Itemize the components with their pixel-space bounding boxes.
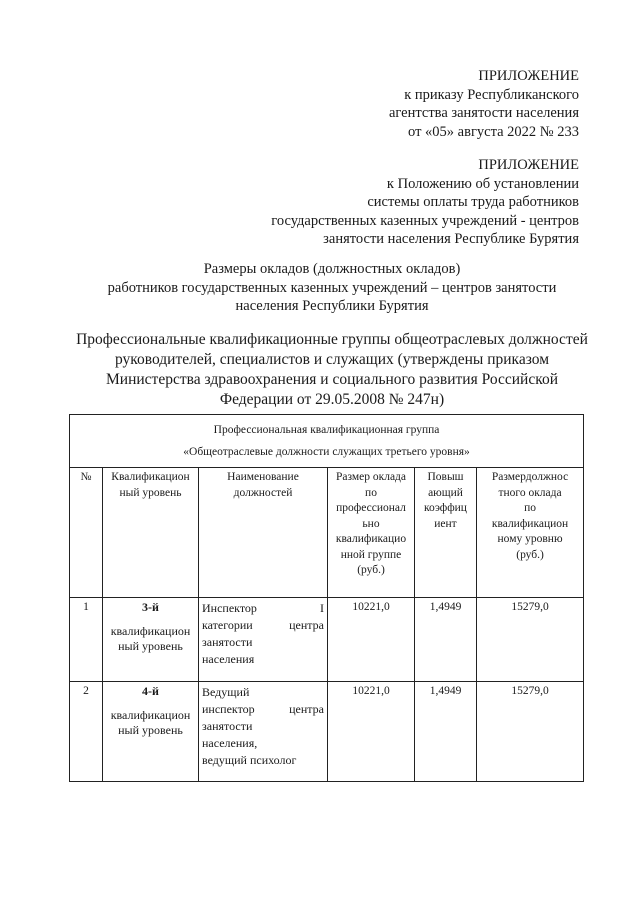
appendix-line: к приказу Республиканского [404, 86, 579, 103]
row-salary: 10221,0 [328, 598, 415, 682]
heading-line: Профессиональные квалификационные группы общеотраслевых должностей [76, 331, 588, 348]
group-name: «Общеотраслевые должности служащих третьего уровня» [183, 446, 470, 458]
row-position: Инспектор I категории центра занятости населения [199, 598, 328, 682]
header-official-salary: Размердолжнос тного оклада по квалификацион ному уровню (руб.) [477, 468, 584, 598]
table-row [70, 682, 584, 782]
row-official-salary: 15279,0 [477, 682, 584, 782]
row-number: 2 [70, 682, 103, 782]
appendix-title: ПРИЛОЖЕНИЕ [478, 68, 579, 84]
column-header-row [70, 468, 584, 598]
row-level: 3-й квалификацион ный уровень [103, 598, 199, 682]
appendix-line: системы оплаты труда работников [367, 194, 579, 210]
salary-table [69, 414, 584, 782]
table-row [70, 598, 584, 682]
header-position: Наименование должностей [199, 468, 328, 598]
row-coefficient: 1,4949 [415, 598, 477, 682]
qualification-groups-heading [12, 330, 640, 410]
appendix-line: государственных казенных учреждений - центров [271, 212, 579, 229]
group-header-row [70, 415, 584, 468]
heading-line: Федерации от 29.05.2008 № 247н) [219, 391, 445, 408]
appendix-line: к Положению об установлении [386, 175, 579, 192]
row-coefficient: 1,4949 [415, 682, 477, 782]
group-header-cell [70, 415, 584, 468]
appendix-line: занятости населения Республике Бурятия [323, 231, 579, 247]
header-number: № [70, 468, 103, 598]
row-number: 1 [70, 598, 103, 682]
header-level: Квалификацион ный уровень [103, 468, 199, 598]
heading-line: руководителей, специалистов и служащих (утверждены приказом [114, 351, 550, 368]
header-salary: Размер оклада по профессионал ьно квалификацио нной группе (руб.) [328, 468, 415, 598]
row-salary: 10221,0 [328, 682, 415, 782]
document-title [12, 260, 640, 316]
group-label: Профессиональная квалификационная группа [213, 424, 440, 436]
title-line: работников государственных казенных учреждений – центров занятости [107, 279, 557, 296]
appendix-line: агентства занятости населения [388, 105, 579, 121]
appendix-regulation-header [271, 156, 579, 249]
appendix-title: ПРИЛОЖЕНИЕ [478, 157, 579, 173]
row-position: Ведущий инспектор центра занятости населения, ведущий психолог [199, 682, 328, 782]
row-official-salary: 15279,0 [477, 598, 584, 682]
appendix-line: от «05» августа 2022 № 233 [408, 123, 579, 140]
row-level: 4-й квалификацион ный уровень [103, 682, 199, 782]
header-coefficient: Повыш ающий коэффиц иент [415, 468, 477, 598]
appendix-order-header [389, 67, 579, 141]
title-line: населения Республики Бурятия [235, 298, 429, 314]
heading-line: Министерства здравоохранения и социального развития Российской [106, 371, 558, 388]
title-line: Размеры окладов (должностных окладов) [203, 261, 461, 277]
